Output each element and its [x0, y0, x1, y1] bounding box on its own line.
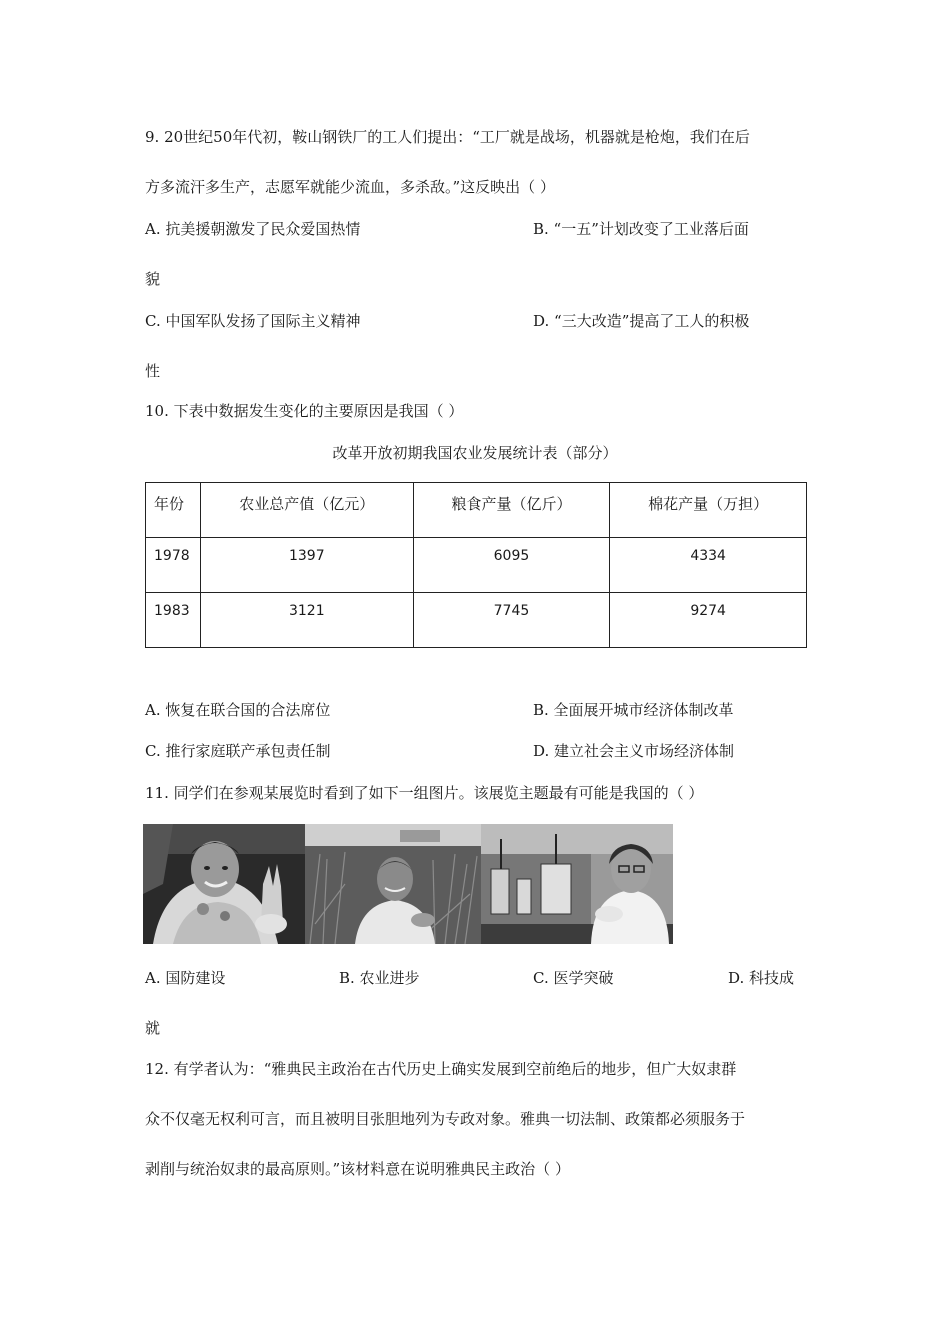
header-year: 年份 — [146, 483, 201, 538]
table-header-row — [146, 483, 807, 538]
cell-grain-output: 7745 — [413, 593, 610, 648]
header-agri-output: 农业总产值（亿元） — [200, 483, 413, 538]
header-grain-output: 粮食产量（亿斤） — [413, 483, 610, 538]
q10-option-b: B. 全面展开城市经济体制改革 — [533, 701, 734, 719]
cell-cotton-output: 4334 — [610, 538, 807, 593]
q12-stem-line1: 12. 有学者认为：“雅典民主政治在古代历史上确实发展到空前绝后的地步，但广大奴隶群 — [145, 1060, 737, 1078]
q12-stem-line3: 剥削与统治奴隶的最高原则。”该材料意在说明雅典民主政治（ ） — [145, 1160, 570, 1178]
q11-option-b: B. 农业进步 — [339, 969, 420, 987]
q9-option-b: B. “一五”计划改变了工业落后面 — [533, 220, 749, 238]
cell-grain-output: 6095 — [413, 538, 610, 593]
astronaut-photo — [143, 824, 305, 944]
q9-option-d-continued: 性 — [145, 362, 161, 380]
q9-stem-line2: 方多流汗多生产，志愿军就能少流血，多杀敌。”这反映出（ ） — [145, 178, 555, 196]
q10-option-c: C. 推行家庭联产承包责任制 — [145, 742, 331, 760]
header-cotton-output: 棉花产量（万担） — [610, 483, 807, 538]
agriculture-stats-table — [145, 482, 807, 648]
q9-stem-line1: 9. 20世纪50年代初，鞍山钢铁厂的工人们提出：“工厂就是战场，机器就是枪炮，我们在后 — [145, 128, 750, 146]
q10-option-d: D. 建立社会主义市场经济体制 — [533, 742, 735, 760]
q11-option-a: A. 国防建设 — [145, 969, 226, 987]
cell-cotton-output: 9274 — [610, 593, 807, 648]
table-row — [146, 593, 807, 648]
q11-option-d: D. 科技成 — [728, 969, 795, 987]
q9-option-a: A. 抗美援朝激发了民众爱国热情 — [145, 220, 361, 238]
q10-option-a: A. 恢复在联合国的合法席位 — [145, 701, 331, 719]
q12-stem-line2: 众不仅毫无权利可言，而且被明目张胆地列为专政对象。雅典一切法制、政策都必须服务于 — [145, 1110, 746, 1128]
q9-option-d: D. “三大改造”提高了工人的积极 — [533, 312, 750, 330]
q11-stem: 11. 同学们在参观某展览时看到了如下一组图片。该展览主题最有可能是我国的（ ） — [145, 784, 704, 802]
table-row — [146, 538, 807, 593]
cell-agri-output: 3121 — [200, 593, 413, 648]
cell-year: 1983 — [146, 593, 201, 648]
rice-field-photo — [305, 824, 481, 944]
q9-option-b-continued: 貌 — [145, 270, 161, 288]
cell-agri-output: 1397 — [200, 538, 413, 593]
q11-option-d-continued: 就 — [145, 1019, 161, 1037]
cell-year: 1978 — [146, 538, 201, 593]
table-title: 改革开放初期我国农业发展统计表（部分） — [332, 444, 618, 462]
q11-option-c: C. 医学突破 — [533, 969, 614, 987]
scientist-lab-photo — [481, 824, 673, 944]
q10-stem: 10. 下表中数据发生变化的主要原因是我国（ ） — [145, 402, 464, 420]
q9-option-c: C. 中国军队发扬了国际主义精神 — [145, 312, 361, 330]
